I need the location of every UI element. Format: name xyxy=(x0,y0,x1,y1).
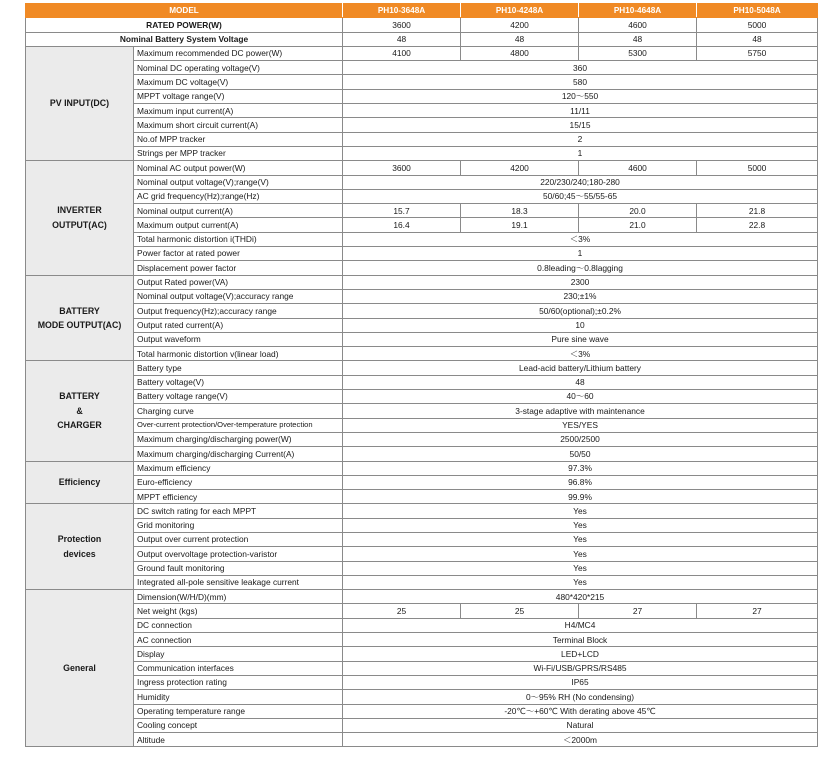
spec-value: -20℃～+60℃ With derating above 45℃ xyxy=(343,704,818,718)
spec-param: Operating temperature range xyxy=(134,704,343,718)
spec-param: Strings per MPP tracker xyxy=(134,146,343,160)
spec-param: Altitude xyxy=(134,733,343,747)
spec-value: 15/15 xyxy=(343,118,818,132)
spec-value: Yes xyxy=(343,504,818,518)
section-title-line: BATTERY xyxy=(59,305,100,316)
model-name: PH10-5048A xyxy=(697,4,818,18)
spec-param: Nominal AC output power(W) xyxy=(134,161,343,175)
spec-value: 2 xyxy=(343,132,818,146)
section-title xyxy=(26,161,134,275)
spec-row xyxy=(26,275,818,289)
summary-row xyxy=(26,18,818,32)
spec-value: 20.0 xyxy=(579,204,697,218)
spec-table xyxy=(25,3,818,747)
spec-value: 0.8leading～0.8lagging xyxy=(343,261,818,275)
spec-param: Power factor at rated power xyxy=(134,247,343,261)
spec-row xyxy=(26,132,818,146)
spec-param: Cooling concept xyxy=(134,718,343,732)
spec-row xyxy=(26,575,818,589)
spec-param: MPPT efficiency xyxy=(134,490,343,504)
spec-row xyxy=(26,718,818,732)
summary-value: 48 xyxy=(461,32,579,46)
spec-row xyxy=(26,704,818,718)
spec-value: 4800 xyxy=(461,46,579,60)
spec-value: 2300 xyxy=(343,275,818,289)
summary-value: 48 xyxy=(697,32,818,46)
spec-value: 25 xyxy=(343,604,461,618)
spec-table-body xyxy=(26,18,818,747)
spec-row xyxy=(26,604,818,618)
spec-param: Nominal DC operating voltage(V) xyxy=(134,61,343,75)
spec-table-header xyxy=(26,4,818,18)
summary-value: 5000 xyxy=(697,18,818,32)
section-title xyxy=(26,46,134,160)
spec-row xyxy=(26,361,818,375)
section-title-line: PV INPUT(DC) xyxy=(49,98,110,109)
spec-row xyxy=(26,475,818,489)
spec-param: MPPT voltage range(V) xyxy=(134,89,343,103)
spec-value: 4600 xyxy=(579,161,697,175)
spec-row xyxy=(26,633,818,647)
spec-value: 480*420*215 xyxy=(343,590,818,604)
spec-value: 40～60 xyxy=(343,390,818,404)
spec-value: ＜3% xyxy=(343,232,818,246)
spec-param: Maximum short circuit current(A) xyxy=(134,118,343,132)
spec-param: Maximum charging/discharging Current(A) xyxy=(134,447,343,461)
spec-value: 0～95% RH (No condensing) xyxy=(343,690,818,704)
spec-value: 50/60;45～55/55-65 xyxy=(343,189,818,203)
spec-row xyxy=(26,647,818,661)
spec-param: No.of MPP tracker xyxy=(134,132,343,146)
spec-value: 4100 xyxy=(343,46,461,60)
spec-row xyxy=(26,304,818,318)
spec-param: AC grid frequency(Hz);range(Hz) xyxy=(134,189,343,203)
summary-value: 3600 xyxy=(343,18,461,32)
spec-row xyxy=(26,332,818,346)
spec-value: Pure sine wave xyxy=(343,332,818,346)
spec-value: H4/MC4 xyxy=(343,618,818,632)
spec-param: Maximum DC voltage(V) xyxy=(134,75,343,89)
spec-row xyxy=(26,189,818,203)
spec-value: 19.1 xyxy=(461,218,579,232)
spec-param: Output overvoltage protection-varistor xyxy=(134,547,343,561)
spec-value: 10 xyxy=(343,318,818,332)
spec-row xyxy=(26,418,818,432)
model-label: MODEL xyxy=(26,4,343,18)
spec-param: Maximum input current(A) xyxy=(134,104,343,118)
section-title xyxy=(26,504,134,590)
spec-param: Maximum recommended DC power(W) xyxy=(134,46,343,60)
spec-param: Over-current protection/Over-temperature protection xyxy=(134,418,343,432)
spec-row xyxy=(26,547,818,561)
spec-value: 220/230/240;180-280 xyxy=(343,175,818,189)
model-name: PH10-3648A xyxy=(343,4,461,18)
spec-param: Display xyxy=(134,647,343,661)
spec-row xyxy=(26,289,818,303)
summary-value: 48 xyxy=(343,32,461,46)
spec-value: Wi-Fi/USB/GPRS/RS485 xyxy=(343,661,818,675)
spec-row xyxy=(26,432,818,446)
spec-value: Terminal Block xyxy=(343,633,818,647)
model-name: PH10-4248A xyxy=(461,4,579,18)
section-title-line: MODE OUTPUT(AC) xyxy=(37,320,122,331)
spec-param: Charging curve xyxy=(134,404,343,418)
spec-value: 1 xyxy=(343,247,818,261)
spec-param: Battery type xyxy=(134,361,343,375)
spec-param: Output rated current(A) xyxy=(134,318,343,332)
spec-param: Maximum output current(A) xyxy=(134,218,343,232)
spec-row xyxy=(26,490,818,504)
spec-value: 22.8 xyxy=(697,218,818,232)
spec-param: Maximum charging/discharging power(W) xyxy=(134,432,343,446)
spec-row xyxy=(26,461,818,475)
spec-row xyxy=(26,218,818,232)
spec-value: Lead-acid battery/Lithium battery xyxy=(343,361,818,375)
summary-label: Nominal Battery System Voltage xyxy=(26,32,343,46)
spec-row xyxy=(26,318,818,332)
spec-param: Integrated all-pole sensitive leakage current xyxy=(134,575,343,589)
spec-value: 50/60(optional);±0.2% xyxy=(343,304,818,318)
spec-row xyxy=(26,61,818,75)
section-title xyxy=(26,361,134,461)
spec-value: 3-stage adaptive with maintenance xyxy=(343,404,818,418)
spec-row xyxy=(26,532,818,546)
section-title xyxy=(26,461,134,504)
spec-value: ＜3% xyxy=(343,347,818,361)
spec-row xyxy=(26,590,818,604)
spec-value: 96.8% xyxy=(343,475,818,489)
spec-row xyxy=(26,675,818,689)
spec-param: Total harmonic distortion i(THDi) xyxy=(134,232,343,246)
spec-param: Output Rated power(VA) xyxy=(134,275,343,289)
spec-row xyxy=(26,118,818,132)
spec-value: 21.0 xyxy=(579,218,697,232)
spec-value: Yes xyxy=(343,575,818,589)
spec-value: YES/YES xyxy=(343,418,818,432)
spec-row xyxy=(26,690,818,704)
spec-value: 25 xyxy=(461,604,579,618)
spec-row xyxy=(26,261,818,275)
spec-value: 1 xyxy=(343,146,818,160)
spec-row xyxy=(26,89,818,103)
spec-value: 16.4 xyxy=(343,218,461,232)
spec-value: 99.9% xyxy=(343,490,818,504)
spec-value: 48 xyxy=(343,375,818,389)
summary-value: 48 xyxy=(579,32,697,46)
spec-value: 230;±1% xyxy=(343,289,818,303)
summary-row xyxy=(26,32,818,46)
spec-row xyxy=(26,390,818,404)
spec-value: Natural xyxy=(343,718,818,732)
spec-value: 120～550 xyxy=(343,89,818,103)
spec-param: DC switch rating for each MPPT xyxy=(134,504,343,518)
spec-value: Yes xyxy=(343,532,818,546)
spec-param: Ingress protection rating xyxy=(134,675,343,689)
spec-row xyxy=(26,232,818,246)
spec-param: Humidity xyxy=(134,690,343,704)
section-title-line: & xyxy=(76,405,83,416)
section-title-line: INVERTER xyxy=(57,205,102,216)
spec-row xyxy=(26,375,818,389)
spec-value: 27 xyxy=(697,604,818,618)
spec-row xyxy=(26,204,818,218)
spec-row xyxy=(26,561,818,575)
summary-value: 4600 xyxy=(579,18,697,32)
spec-param: Battery voltage range(V) xyxy=(134,390,343,404)
spec-param: Nominal output current(A) xyxy=(134,204,343,218)
spec-row xyxy=(26,733,818,747)
spec-value: LED+LCD xyxy=(343,647,818,661)
spec-value: 15.7 xyxy=(343,204,461,218)
spec-param: Total harmonic distortion v(linear load) xyxy=(134,347,343,361)
spec-param: AC connection xyxy=(134,633,343,647)
section-title-line: CHARGER xyxy=(57,420,102,431)
spec-value: 580 xyxy=(343,75,818,89)
section-title-line: General xyxy=(63,663,96,674)
spec-row xyxy=(26,661,818,675)
spec-value: Yes xyxy=(343,561,818,575)
spec-value: 5000 xyxy=(697,161,818,175)
spec-row xyxy=(26,347,818,361)
spec-row xyxy=(26,104,818,118)
spec-value: 97.3% xyxy=(343,461,818,475)
section-title xyxy=(26,590,134,747)
spec-row xyxy=(26,75,818,89)
spec-value: 360 xyxy=(343,61,818,75)
summary-label: RATED POWER(W) xyxy=(26,18,343,32)
spec-param: Battery voltage(V) xyxy=(134,375,343,389)
spec-value: Yes xyxy=(343,547,818,561)
spec-row xyxy=(26,146,818,160)
spec-row xyxy=(26,247,818,261)
spec-row xyxy=(26,504,818,518)
spec-param: Net weight (kgs) xyxy=(134,604,343,618)
spec-value: 27 xyxy=(579,604,697,618)
spec-row xyxy=(26,161,818,175)
spec-param: Euro-efficiency xyxy=(134,475,343,489)
section-title-line: OUTPUT(AC) xyxy=(52,219,107,230)
summary-value: 4200 xyxy=(461,18,579,32)
spec-row xyxy=(26,404,818,418)
spec-param: Nominal output voltage(V);accuracy range xyxy=(134,289,343,303)
spec-value: 18.3 xyxy=(461,204,579,218)
spec-param: DC connection xyxy=(134,618,343,632)
spec-row xyxy=(26,618,818,632)
spec-param: Output waveform xyxy=(134,332,343,346)
spec-value: 3600 xyxy=(343,161,461,175)
spec-param: Output over current protection xyxy=(134,532,343,546)
section-title-line: Protection xyxy=(57,534,102,545)
spec-value: IP65 xyxy=(343,675,818,689)
section-title-line: Efficiency xyxy=(58,477,101,488)
spec-param: Output frequency(Hz);accuracy range xyxy=(134,304,343,318)
spec-param: Displacement power factor xyxy=(134,261,343,275)
section-title-line: devices xyxy=(63,548,96,559)
spec-value: 11/11 xyxy=(343,104,818,118)
spec-value: 2500/2500 xyxy=(343,432,818,446)
model-header-row xyxy=(26,4,818,18)
spec-param: Ground fault monitoring xyxy=(134,561,343,575)
spec-value: 50/50 xyxy=(343,447,818,461)
spec-param: Dimension(W/H/D)(mm) xyxy=(134,590,343,604)
spec-row xyxy=(26,46,818,60)
spec-row xyxy=(26,175,818,189)
spec-value: Yes xyxy=(343,518,818,532)
spec-param: Maximum efficiency xyxy=(134,461,343,475)
spec-value: 5300 xyxy=(579,46,697,60)
spec-row xyxy=(26,518,818,532)
spec-row xyxy=(26,447,818,461)
spec-value: 5750 xyxy=(697,46,818,60)
spec-param: Grid monitoring xyxy=(134,518,343,532)
spec-param: Nominal output voltage(V);range(V) xyxy=(134,175,343,189)
section-title-line: BATTERY xyxy=(59,391,100,402)
model-name: PH10-4648A xyxy=(579,4,697,18)
spec-value: ＜2000m xyxy=(343,733,818,747)
section-title xyxy=(26,275,134,361)
spec-value: 21.8 xyxy=(697,204,818,218)
spec-param: Communication interfaces xyxy=(134,661,343,675)
spec-value: 4200 xyxy=(461,161,579,175)
